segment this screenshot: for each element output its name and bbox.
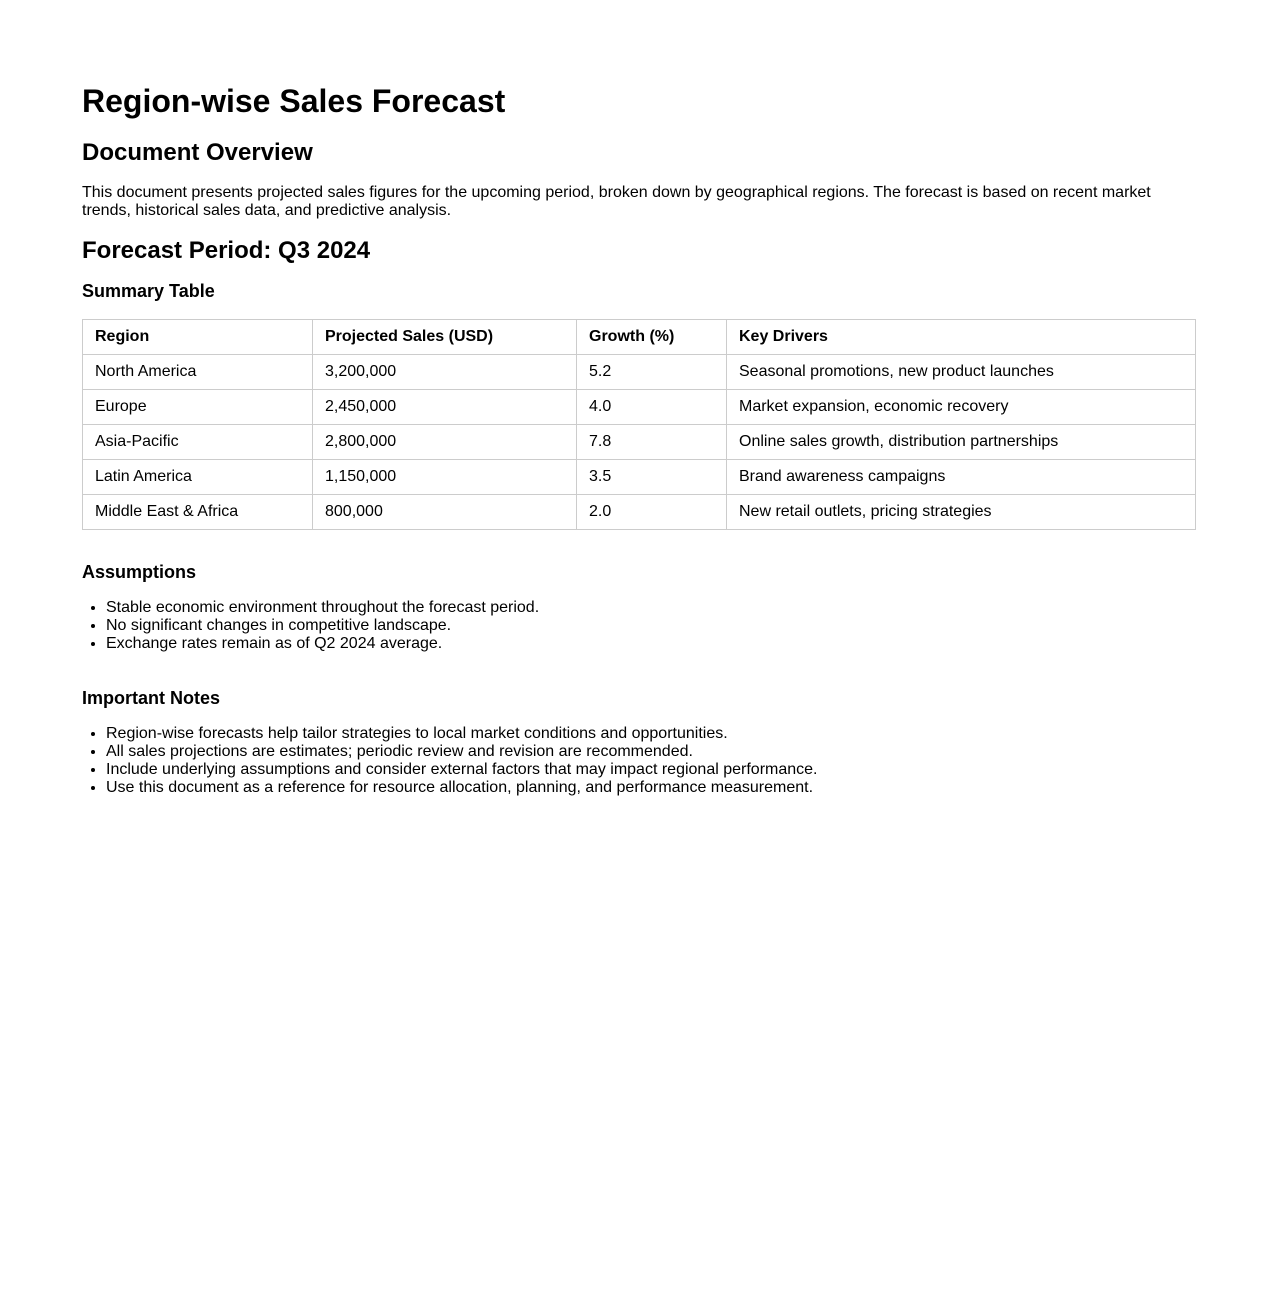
cell-growth: 7.8	[577, 425, 727, 460]
cell-key-drivers: Online sales growth, distribution partnerships	[727, 425, 1196, 460]
list-item: • Region-wise forecasts help tailor strategies to local market conditions and opportunities.	[106, 725, 1196, 743]
cell-growth: 2.0	[577, 495, 727, 530]
list-item: • No significant changes in competitive landscape.	[106, 617, 1196, 635]
cell-projected-sales: 2,450,000	[313, 390, 577, 425]
column-header-region: Region	[83, 320, 313, 355]
list-item: • Exchange rates remain as of Q2 2024 average.	[106, 635, 1196, 653]
assumptions-heading: Assumptions	[82, 562, 197, 582]
column-header-key-drivers: Key Drivers	[727, 320, 1196, 355]
table-row	[83, 390, 1196, 425]
summary-table	[82, 319, 1196, 530]
cell-key-drivers: Seasonal promotions, new product launches	[727, 355, 1196, 390]
summary-table-heading: Summary Table	[82, 281, 215, 301]
cell-region: Europe	[83, 390, 313, 425]
column-header-projected-sales: Projected Sales (USD)	[313, 320, 577, 355]
forecast-period-heading: Forecast Period: Q3 2024	[82, 237, 371, 264]
table-row	[83, 495, 1196, 530]
cell-growth: 4.0	[577, 390, 727, 425]
cell-projected-sales: 1,150,000	[313, 460, 577, 495]
cell-region: Asia-Pacific	[83, 425, 313, 460]
cell-growth: 5.2	[577, 355, 727, 390]
table-row	[83, 425, 1196, 460]
cell-growth: 3.5	[577, 460, 727, 495]
important-notes-heading: Important Notes	[82, 688, 221, 708]
cell-projected-sales: 2,800,000	[313, 425, 577, 460]
cell-key-drivers: New retail outlets, pricing strategies	[727, 495, 1196, 530]
cell-key-drivers: Market expansion, economic recovery	[727, 390, 1196, 425]
list-item: • All sales projections are estimates; periodic review and revision are recommended.	[106, 743, 1196, 761]
list-item: • Use this document as a reference for resource allocation, planning, and performance measurement.	[106, 779, 1196, 797]
important-notes-list	[82, 725, 1196, 797]
cell-region: Middle East & Africa	[83, 495, 313, 530]
assumptions-list	[82, 599, 1196, 653]
table-row	[83, 460, 1196, 495]
document-title: Region-wise Sales Forecast	[82, 83, 506, 119]
overview-heading: Document Overview	[82, 139, 313, 166]
table-row	[83, 355, 1196, 390]
overview-text: This document presents projected sales figures for the upcoming period, broken down by geographical regions. The forecast is based on recent market trends, historical sales data, and predictive analysis.	[82, 184, 1151, 219]
cell-projected-sales: 800,000	[313, 495, 577, 530]
cell-key-drivers: Brand awareness campaigns	[727, 460, 1196, 495]
cell-region: Latin America	[83, 460, 313, 495]
table-header-row	[83, 320, 1196, 355]
list-item: • Include underlying assumptions and consider external factors that may impact regional performance.	[106, 761, 1196, 779]
cell-region: North America	[83, 355, 313, 390]
cell-projected-sales: 3,200,000	[313, 355, 577, 390]
list-item: • Stable economic environment throughout the forecast period.	[106, 599, 1196, 617]
column-header-growth: Growth (%)	[577, 320, 727, 355]
